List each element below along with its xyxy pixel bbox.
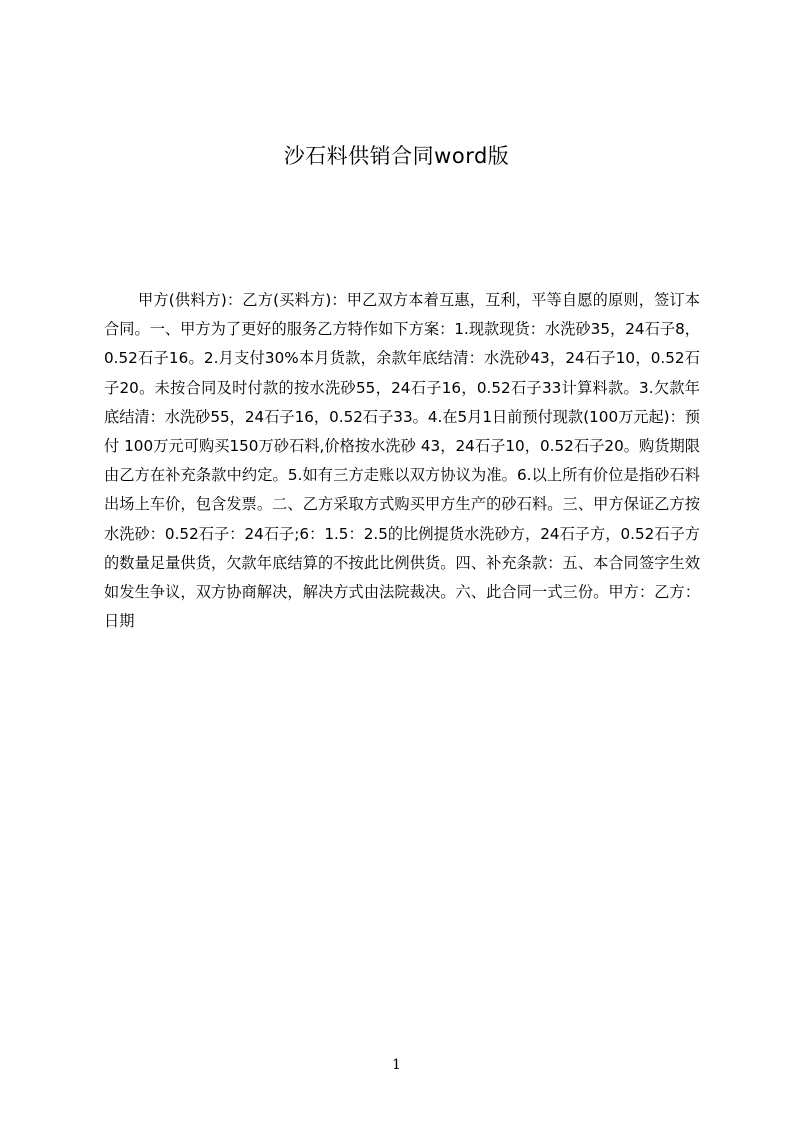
contract-body-paragraph: 甲方(供料方)：乙方(买料方)：甲乙双方本着互惠，互利，平等自愿的原则，签订本合同。一、甲方为了更好的服务乙方特作如下方案：1.现款现货：水洗砂35，24石子8，0.52石子16。2.月支付30%本月货款，余款年底结清：水洗砂43，24石子10，0.52石子20。未按合同及时付款的按水洗砂55，24石子16，0.52石子33计算料款。3.欠款年底结清：水洗砂55，24石子16，0.52石子33。4.在5月1日前预付现款(100万元起)：预付 100万元可购买150万砂石料,价格按水洗砂 43，24石子10，0.52石子20。购货期限由乙方在补充条款中约定。5.如有三方走账以双方协议为准。6.以上所有价位是指砂石料出场上车价，包含发票。二、乙方采取方式购买甲方生产的砂石料。三、甲方保证乙方按水洗砂：0.52石子：24石子;6：1.5：2.5的比例提货水洗砂方，24石子方，0.52石子方的数量足量供货，欠款年底结算的不按此比例供货。四、补充条款：五、本合同签字生效如发生争议，双方协商解决，解决方式由法院裁决。六、此合同一式三份。甲方：乙方：日期 <box>104 291 700 631</box>
page-number: 1 <box>392 1057 401 1073</box>
document-title: 沙石料供销合同word版 <box>283 144 510 168</box>
